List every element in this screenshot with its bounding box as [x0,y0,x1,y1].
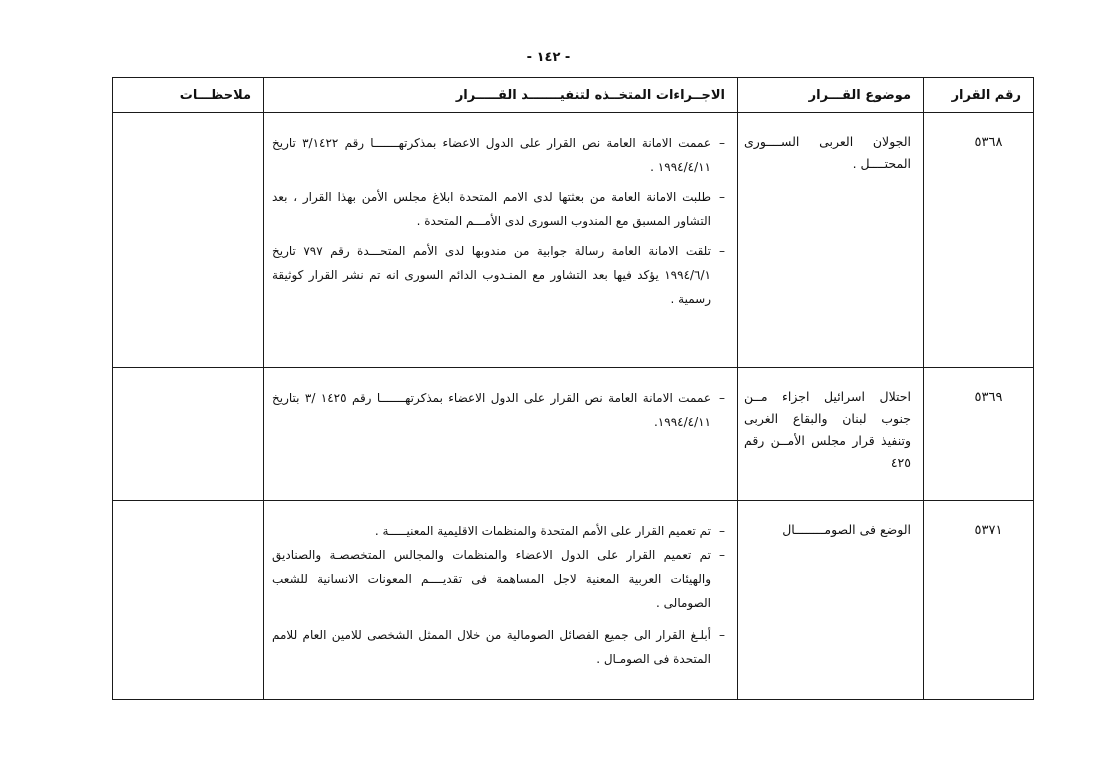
subject-cell [738,368,924,501]
decision-subject: احتلال اسرائيل اجزاء مــن جنوب لبنان والبقاع الغربى وتنفيذ قرار مجلس الأمــن رقم ٤٢٥ [744,389,911,470]
procedure-item: – تم تعميم القرار على الدول الاعضاء والمنظمات والمجالس المتخصصـة والصناديق والهيئات العربية المعنية لاجل المساهمة فى تقديــــم المعونات الانسانية للشعب الصومالى . [272,543,725,615]
notes-cell [113,368,264,501]
procedures-list [264,368,737,434]
decision-number: ٥٣٧١ [974,523,1003,538]
header-decision-number: رقم القرار [924,78,1034,113]
header-notes: ملاحظـــات [113,78,264,113]
table-row [113,501,1034,700]
notes-text [113,368,263,386]
header-procedures: الاجــراءات المتخــذه لتنفيـــــــد القـــــرار [264,78,738,113]
notes-cell [113,113,264,368]
notes-text [113,113,263,131]
decisions-table [112,77,1034,700]
table-row [113,368,1034,501]
decision-number: ٥٣٦٨ [974,135,1003,150]
procedures-cell [264,368,738,501]
notes-cell [113,501,264,700]
table-header-row [113,78,1034,113]
decision-subject: الجولان العربى الســــورى المحتــــل . [744,134,911,171]
procedures-cell [264,113,738,368]
table-row [113,113,1034,368]
subject-cell [738,501,924,700]
procedure-item: – تلقت الامانة العامة رسالة جوابية من مندوبها لدى الأمم المتحـــدة رقم ٧٩٧ تاريخ ١٩٩٤/٦/١ يؤكد فيها بعد التشاور مع المنـدوب الدائم السورى انه تم نشر القرار كوثيقة رسمية . [272,239,725,311]
decision-number-cell [924,368,1034,501]
decision-number: ٥٣٦٩ [974,390,1003,405]
procedure-item: – عممت الامانة العامة نص القرار على الدول الاعضاء بمذكرتهـــــــا رقم ٣/١٤٢٢ تاريخ ١٩٩٤/٤/١١ . [272,131,725,179]
decision-number-cell [924,501,1034,700]
decision-subject: الوضع فى الصومــــــــال [782,522,911,537]
subject-cell [738,113,924,368]
procedure-item: – عممت الامانة العامة نص القرار على الدول الاعضاء بمذكرتهـــــــا رقم ١٤٢٥ /٣ بتاريخ ١٩٩٤/٤/١١. [272,386,725,434]
procedure-item: – طلبت الامانة العامة من بعثتها لدى الامم المتحدة ابلاغ مجلس الأمن بهذا القرار ، بعد التشاور المسبق مع المندوب السورى لدى الأمـــم المتحدة . [272,185,725,233]
notes-text [113,501,263,519]
procedure-item: – أبلـغ القرار الى جميع الفصائل الصومالية من خلال الممثل الشخصى للامين العام للامم المتحدة فى الصومـال . [272,623,725,671]
procedures-list [264,113,737,311]
procedure-item: – تم تعميم القرار على الأمم المتحدة والمنظمات الاقليمية المعنيـــــة . [272,519,725,543]
page-number: - ١٤٢ - [526,50,571,65]
procedures-cell [264,501,738,700]
procedures-list [264,501,737,671]
header-subject: موضوع القـــرار [738,78,924,113]
decision-number-cell [924,113,1034,368]
